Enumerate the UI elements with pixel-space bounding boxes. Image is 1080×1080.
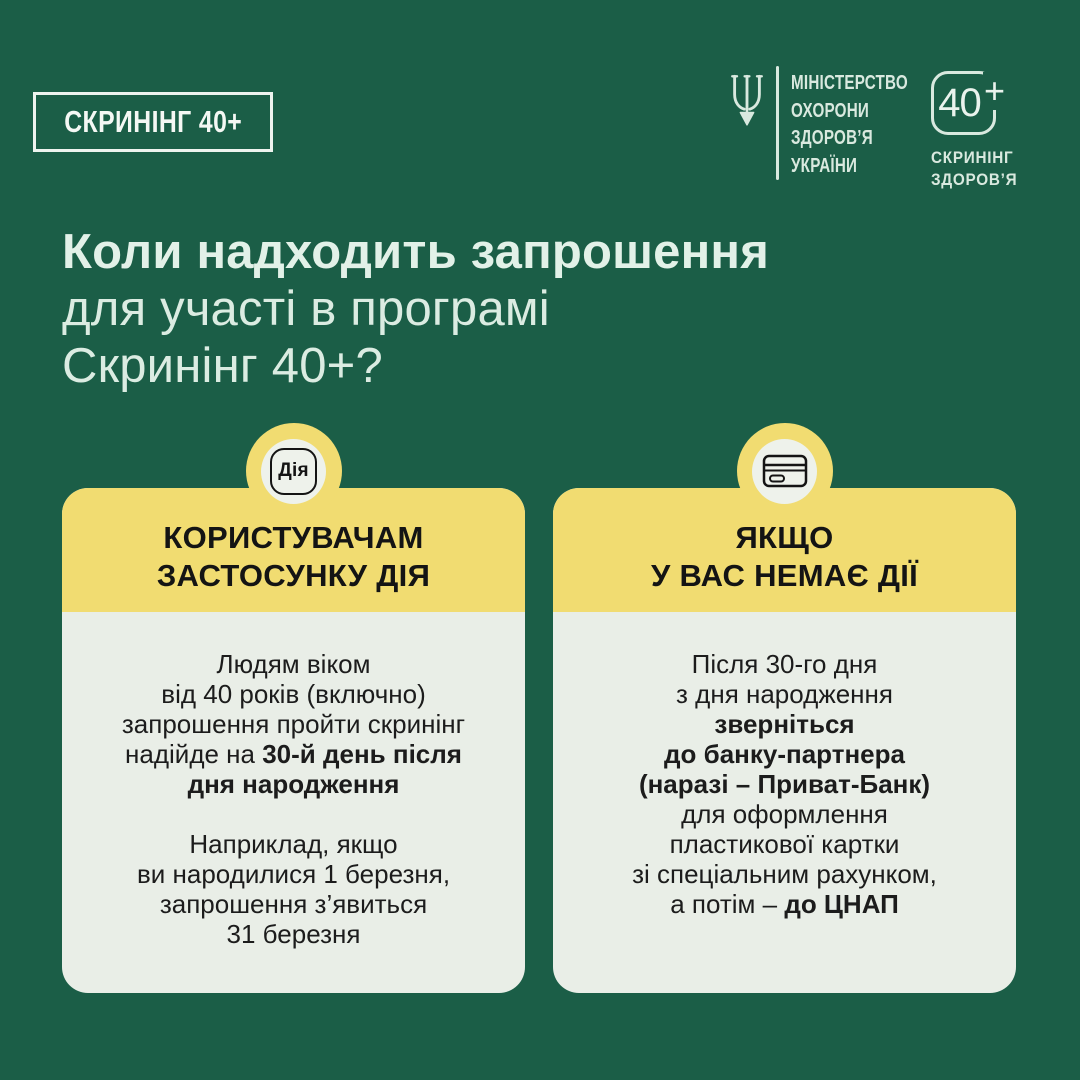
screening-badge-label: СКРИНІНГ 40+	[64, 104, 242, 139]
screening-health-caption	[931, 147, 1017, 190]
text-line: зі спеціальним рахунком,	[632, 859, 937, 889]
card-no-diia	[553, 488, 1016, 993]
card-diia-users-body	[62, 612, 525, 949]
diia-icon-circle	[246, 423, 342, 519]
text-line: запрошення пройти скринінг	[121, 709, 466, 739]
card-title-line: ЯКЩО	[735, 520, 834, 555]
text-line	[573, 769, 996, 799]
page-title-line: для участі в програмі	[62, 282, 550, 336]
ministry-name-line: УКРАЇНИ	[791, 154, 858, 177]
credit-card-icon	[762, 454, 808, 488]
text-line	[573, 709, 996, 739]
card-icon-inner-circle	[752, 439, 817, 504]
text-segment-bold: дня народження	[187, 769, 400, 799]
ministry-name	[791, 70, 908, 180]
logo-divider	[776, 66, 779, 180]
screening-health-caption-line: ЗДОРОВ’Я	[931, 169, 1018, 189]
screening-badge	[33, 92, 273, 152]
card-paragraph	[573, 649, 996, 919]
card-title-line: КОРИСТУВАЧАМ	[163, 520, 424, 555]
screening-health-logo	[931, 71, 1027, 190]
text-segment: надійде на	[125, 739, 263, 769]
tryzub-icon	[727, 72, 767, 132]
ministry-name-line: ЗДОРОВ’Я	[791, 127, 873, 149]
text-segment-bold: до ЦНАП	[784, 889, 899, 919]
forty-plus-icon	[931, 70, 1005, 135]
text-line	[573, 739, 996, 769]
card-diia-users	[62, 460, 525, 993]
text-segment-bold: зверніться	[714, 709, 855, 739]
text-line: з дня народження	[676, 679, 893, 709]
card-title-line: ЗАСТОСУНКУ ДІЯ	[156, 558, 431, 593]
text-line: Людям віком	[216, 649, 371, 679]
card-icon-circle	[737, 423, 833, 519]
text-line	[82, 769, 505, 799]
card-title-line: У ВАС НЕМАЄ ДІЇ	[650, 558, 919, 593]
text-line: 31 березня	[226, 919, 361, 949]
forty-plus-sign: +	[983, 70, 1005, 111]
text-segment-bold: (наразі – Приват-Банк)	[638, 769, 931, 799]
forty-plus-number: 40	[938, 80, 981, 125]
diia-app-icon-label: Дія	[278, 460, 309, 481]
text-line: запрошення з’явиться	[159, 889, 428, 919]
card-paragraph	[82, 649, 505, 799]
diia-icon-inner-circle	[261, 439, 326, 504]
page-title-line: Скринінг 40+?	[62, 339, 383, 393]
text-line: від 40 років (включно)	[161, 679, 426, 709]
page-title	[62, 224, 769, 395]
text-line: для оформлення	[681, 799, 888, 829]
ministry-logo	[727, 66, 945, 180]
ministry-name-line: МІНІСТЕРСТВО	[791, 72, 908, 94]
diia-app-icon	[270, 448, 317, 495]
screening-health-caption-line: СКРИНІНГ	[931, 148, 1014, 167]
ministry-name-line: ОХОРОНИ	[791, 99, 870, 122]
text-line: Наприклад, якщо	[189, 829, 398, 859]
card-no-diia-body	[553, 612, 1016, 919]
page-title-line: Коли надходить запрошення	[62, 225, 770, 279]
text-segment: а потім –	[670, 889, 785, 919]
text-segment-bold: 30-й день після	[262, 739, 462, 769]
text-line: пластикової картки	[669, 829, 900, 859]
text-segment-bold: до банку-партнера	[664, 739, 905, 769]
text-line	[573, 889, 996, 919]
text-line	[82, 739, 505, 769]
text-line: Після 30-го дня	[691, 649, 878, 679]
text-line: ви народилися 1 березня,	[136, 859, 451, 889]
card-paragraph	[82, 829, 505, 949]
